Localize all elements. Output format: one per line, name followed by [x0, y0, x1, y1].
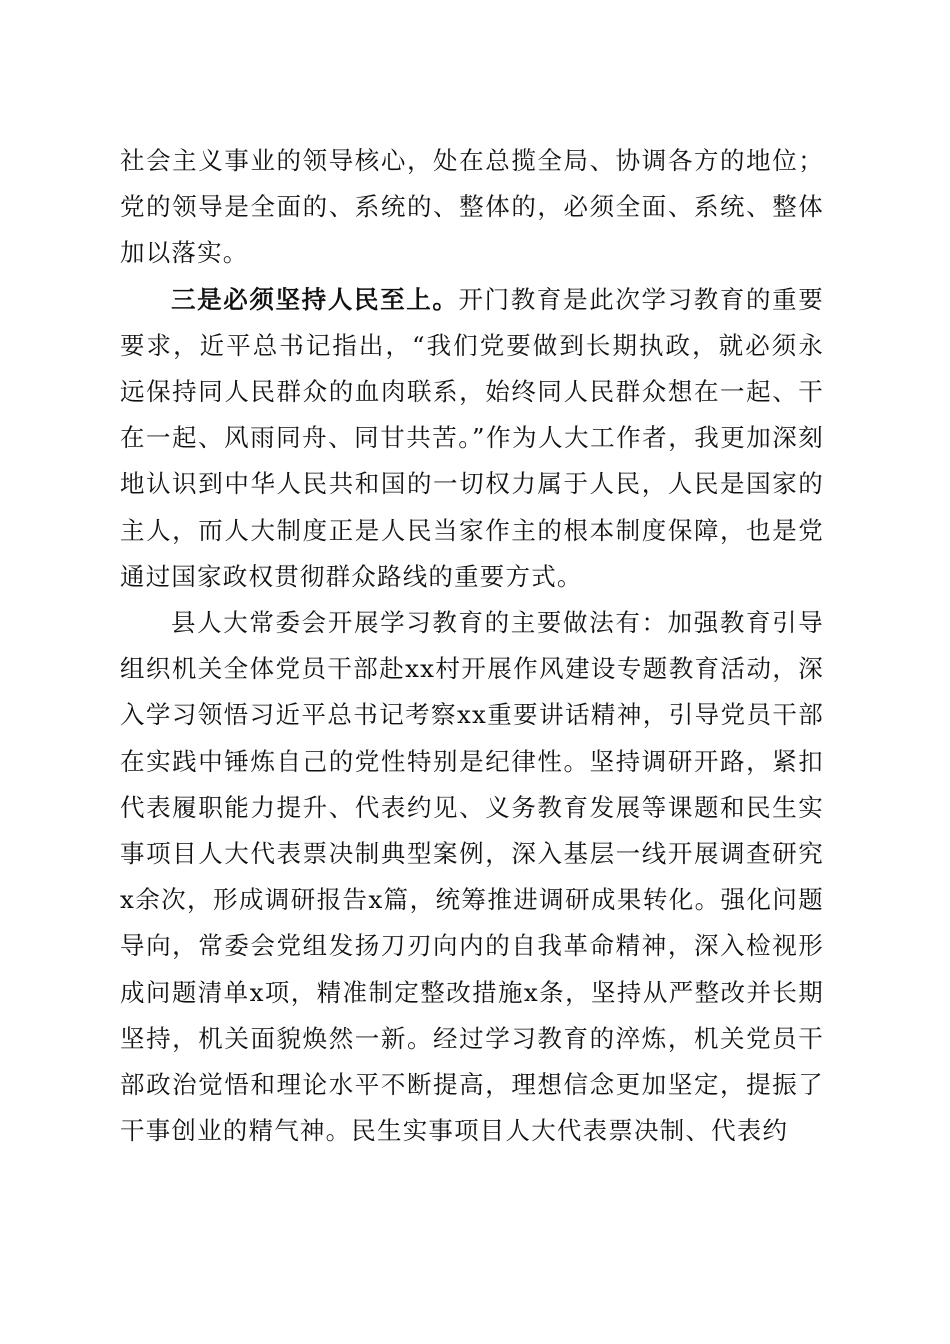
paragraph-1 [120, 138, 824, 277]
paragraph-2-text: 开门教育是此次学习教育的重要要求，近平总书记指出，“我们党要做到长期执政，就必须永远保持同人民群众的血肉联系，始终同人民群众想在一起、干在一起、风雨同舟、同甘共苦。”作为人大工作者，我更加深刻地认识到中华人民共和国的一切权力属于人民，人民是国家的主人，而人大制度正是人民当家作主的根本制度保障，也是党通过国家政权贯彻群众路线的重要方式。 [120, 284, 824, 591]
paragraph-2-lead: 三是必须坚持人民至上。 [171, 284, 459, 314]
paragraph-3 [120, 600, 824, 1154]
paragraph-3-text: 县人大常委会开展学习教育的主要做法有：加强教育引导组织机关全体党员干部赴xx村开展作风建设专题教育活动，深入学习领悟习近平总书记考察xx重要讲话精神，引导党员干部在实践中锤炼自己的党性特别是纪律性。坚持调研开路，紧扣代表履职能力提升、代表约见、义务教育发展等课题和民生实事项目人大代表票决制典型案例，深入基层一线开展调查研究x余次，形成调研报告x篇，统筹推进调研成果转化。强化问题导向，常委会党组发扬刀刃向内的自我革命精神，深入检视形成问题清单x项，精准制定整改措施x条，坚持从严整改并长期坚持，机关面貌焕然一新。经过学习教育的淬炼，机关党员干部政治觉悟和理论水平不断提高，理想信念更加坚定，提振了干事创业的精气神。民生实事项目人大代表票决制、代表约 [120, 608, 824, 1146]
body-text [120, 138, 824, 1154]
paragraph-2 [120, 277, 824, 600]
paragraph-1-text: 社会主义事业的领导核心，处在总揽全局、协调各方的地位；党的领导是全面的、系统的、整体的，必须全面、系统、整体加以落实。 [120, 146, 824, 268]
